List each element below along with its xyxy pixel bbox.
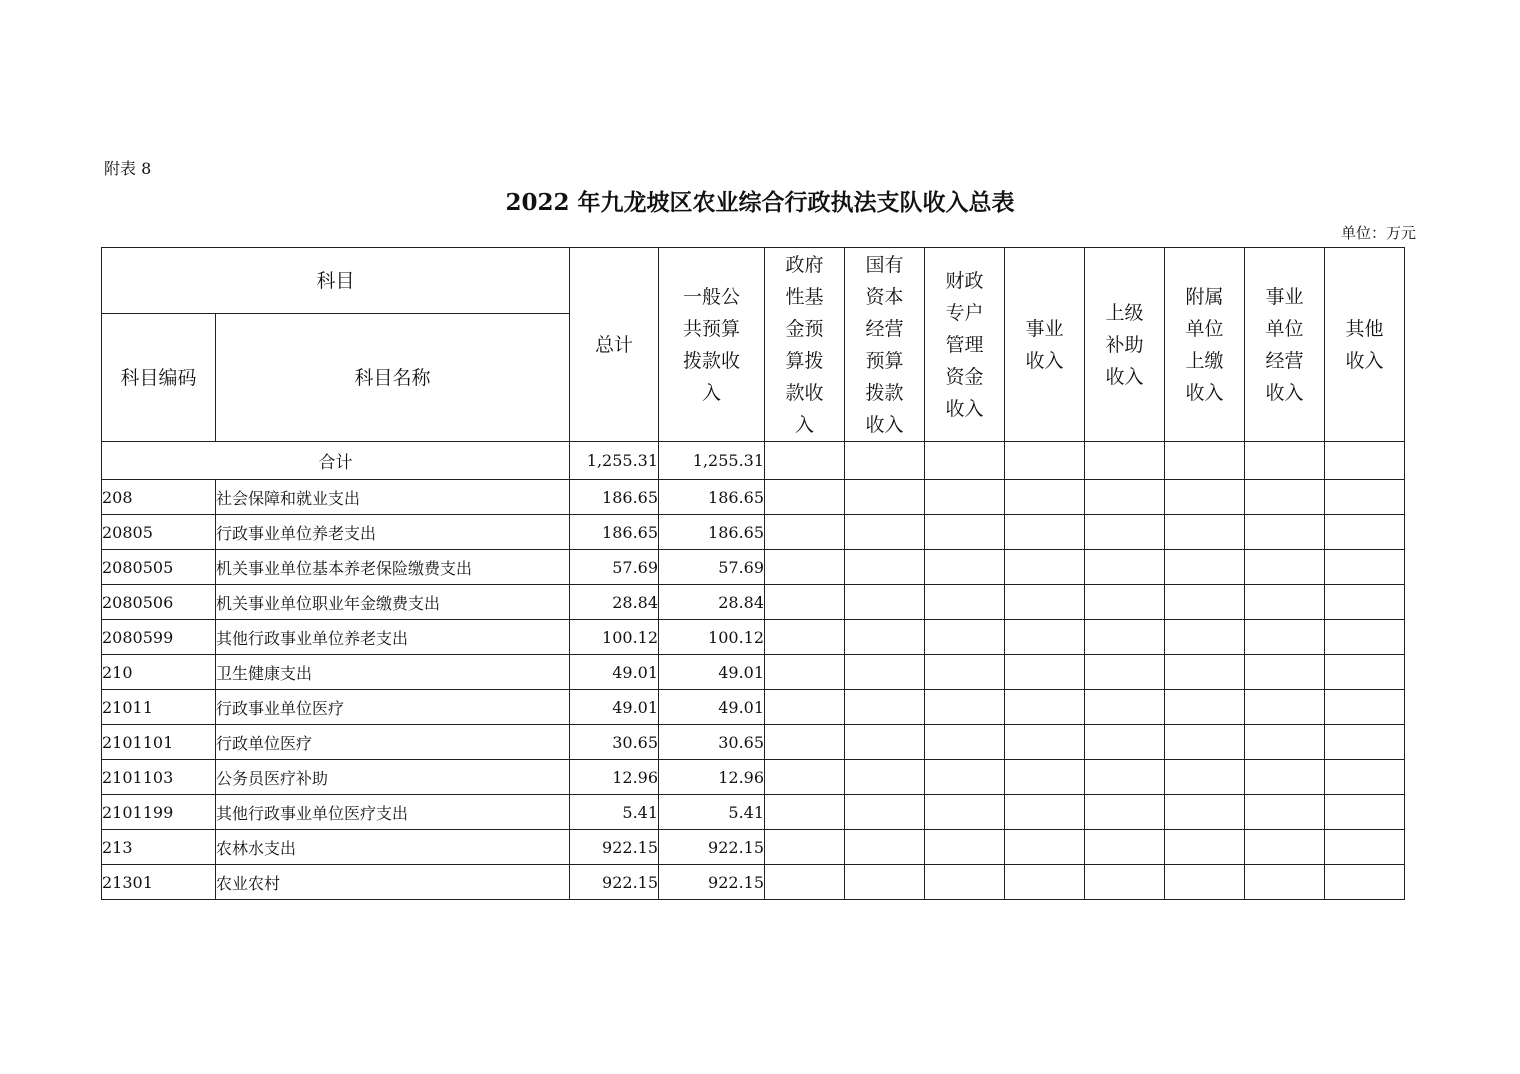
row-general-budget: 30.65 [659,725,765,760]
row-name: 农业农村 [216,865,570,900]
row-name: 其他行政事业单位养老支出 [216,620,570,655]
row-general-budget: 186.65 [659,480,765,515]
row-total: 100.12 [570,620,659,655]
table-row [102,655,1405,690]
row-total: 186.65 [570,480,659,515]
row-code: 2080599 [102,620,216,655]
income-table [101,247,1405,900]
row-code: 21011 [102,690,216,725]
row-name: 机关事业单位基本养老保险缴费支出 [216,550,570,585]
header-gov-fund: 政府性基金预算拨款收入 [765,248,845,442]
header-business-income: 事业收入 [1005,248,1085,442]
row-name: 行政单位医疗 [216,725,570,760]
total-general-budget: 1,255.31 [659,442,765,480]
table-row [102,760,1405,795]
total-label: 合计 [102,442,570,480]
header-operation-income: 事业单位经营收入 [1245,248,1325,442]
header-subject-code: 科目编码 [102,314,216,442]
row-code: 2101101 [102,725,216,760]
table-row [102,550,1405,585]
table-row [102,585,1405,620]
header-other-income: 其他收入 [1325,248,1405,442]
row-name: 农林水支出 [216,830,570,865]
header-subject-name: 科目名称 [216,314,570,442]
annex-label: 附表 8 [104,159,152,178]
header-superior-subsidy: 上级补助收入 [1085,248,1165,442]
table-row [102,620,1405,655]
header-subject: 科目 [102,248,570,314]
row-total: 922.15 [570,865,659,900]
row-general-budget: 5.41 [659,795,765,830]
row-name: 行政事业单位养老支出 [216,515,570,550]
row-code: 2101103 [102,760,216,795]
row-name: 其他行政事业单位医疗支出 [216,795,570,830]
page-title: 2022 年九龙坡区农业综合行政执法支队收入总表 [505,189,1015,216]
table-row [102,725,1405,760]
table-row [102,480,1405,515]
row-total: 186.65 [570,515,659,550]
table-row [102,795,1405,830]
row-name: 机关事业单位职业年金缴费支出 [216,585,570,620]
table-row [102,690,1405,725]
row-general-budget: 922.15 [659,830,765,865]
row-general-budget: 28.84 [659,585,765,620]
row-name: 行政事业单位医疗 [216,690,570,725]
row-name: 卫生健康支出 [216,655,570,690]
header-special-account: 财政专户管理资金收入 [925,248,1005,442]
row-code: 210 [102,655,216,690]
row-code: 2080505 [102,550,216,585]
row-general-budget: 100.12 [659,620,765,655]
row-code: 2080506 [102,585,216,620]
row-total: 57.69 [570,550,659,585]
row-total: 30.65 [570,725,659,760]
header-state-capital: 国有资本经营预算拨款收入 [845,248,925,442]
row-general-budget: 922.15 [659,865,765,900]
row-general-budget: 186.65 [659,515,765,550]
row-total: 5.41 [570,795,659,830]
table-row [102,515,1405,550]
row-code: 213 [102,830,216,865]
total-value: 1,255.31 [570,442,659,480]
row-name: 公务员医疗补助 [216,760,570,795]
row-total: 49.01 [570,690,659,725]
header-total: 总计 [570,248,659,442]
row-general-budget: 49.01 [659,690,765,725]
row-total: 28.84 [570,585,659,620]
header-affiliated-payment: 附属单位上缴收入 [1165,248,1245,442]
row-code: 208 [102,480,216,515]
row-total: 922.15 [570,830,659,865]
row-code: 2101199 [102,795,216,830]
row-name: 社会保障和就业支出 [216,480,570,515]
row-code: 21301 [102,865,216,900]
total-row [102,442,1405,480]
row-general-budget: 12.96 [659,760,765,795]
table-row [102,865,1405,900]
row-general-budget: 49.01 [659,655,765,690]
table-row [102,830,1405,865]
row-code: 20805 [102,515,216,550]
row-total: 49.01 [570,655,659,690]
unit-label: 单位：万元 [1340,224,1416,242]
header-general-budget: 一般公共预算拨款收入 [659,248,765,442]
row-total: 12.96 [570,760,659,795]
row-general-budget: 57.69 [659,550,765,585]
